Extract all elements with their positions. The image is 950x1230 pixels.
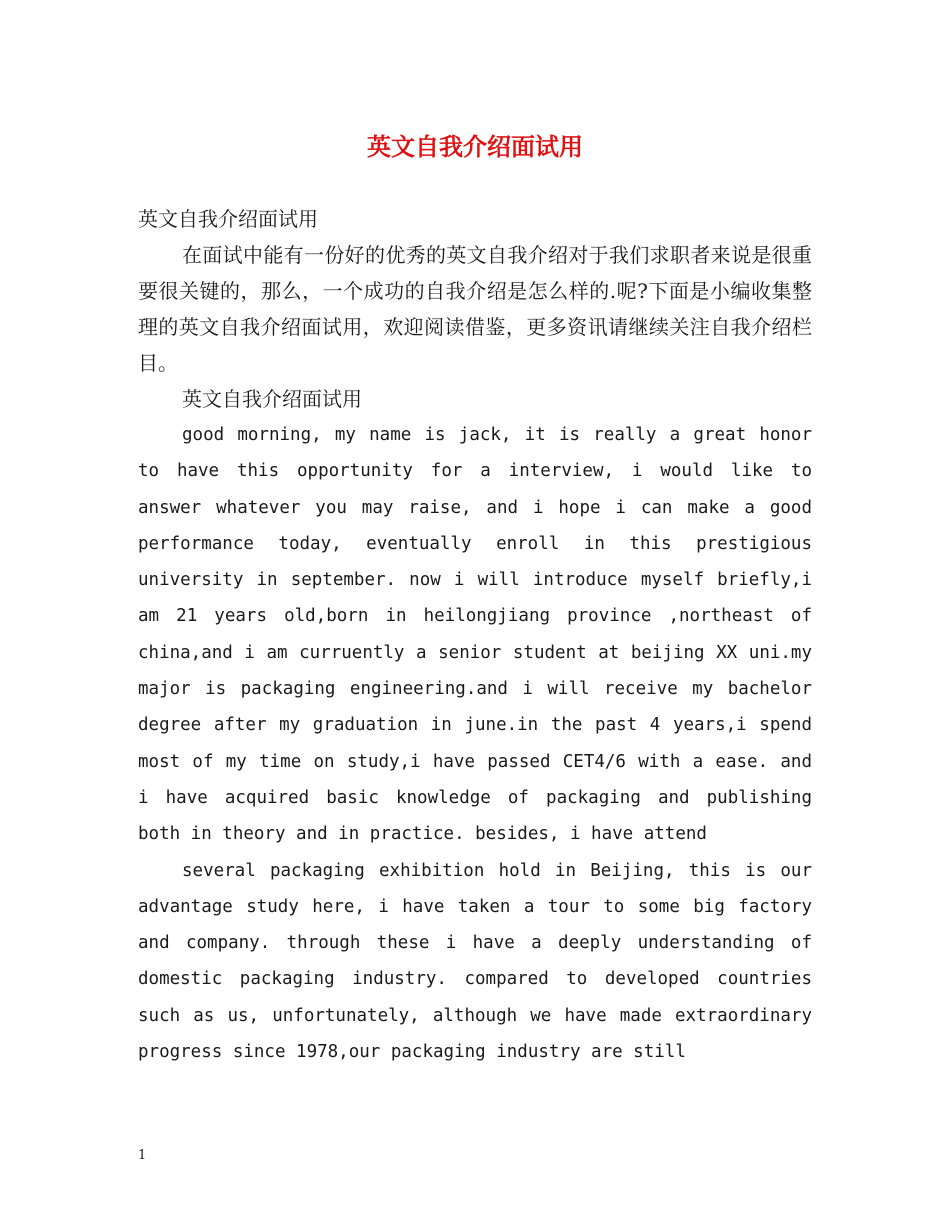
intro-paragraph: 在面试中能有一份好的优秀的英文自我介绍对于我们求职者来说是很重要很关键的，那么，一个成功的自我介绍是怎么样的.呢?下面是小编收集整理的英文自我介绍面试用，欢迎阅读借鉴，更多资讯请继续关注自我介绍栏目。 (138, 243, 812, 375)
document-title: 英文自我介绍面试用 (367, 132, 583, 161)
page-number: 1 (138, 1148, 147, 1163)
english-paragraph-2: several packaging exhibition hold in Beijing, this is our advantage study here, i have taken a tour to some big factory and company. through these i have a deeply understanding of domestic packaging industry. compared to developed countries such as us, unfortunately, although we have made extraordinary progress since 1978,our packaging industry are still (138, 860, 812, 1063)
subtitle: 英文自我介绍面试用 (138, 207, 318, 231)
document-body (138, 201, 812, 1070)
english-paragraph-1: good morning, my name is jack, it is really a great honor to have this opportunity for a interview, i would like to answer whatever you may raise, and i hope i can make a good performance today, eventually enroll in this prestigious university in september. now i will introduce myself briefly,i am 21 years old,born in heilongjiang province ,northeast of china,and i am curruently a senior student at beijing XX uni.my major is packaging engineering.and i will receive my bachelor degree after my graduation in june.in the past 4 years,i spend most of my time on study,i have passed CET4/6 with a ease. and i have acquired basic knowledge of packaging and publishing both in theory and in practice. besides, i have attend (138, 425, 812, 845)
section-heading: 英文自我介绍面试用 (182, 387, 362, 411)
